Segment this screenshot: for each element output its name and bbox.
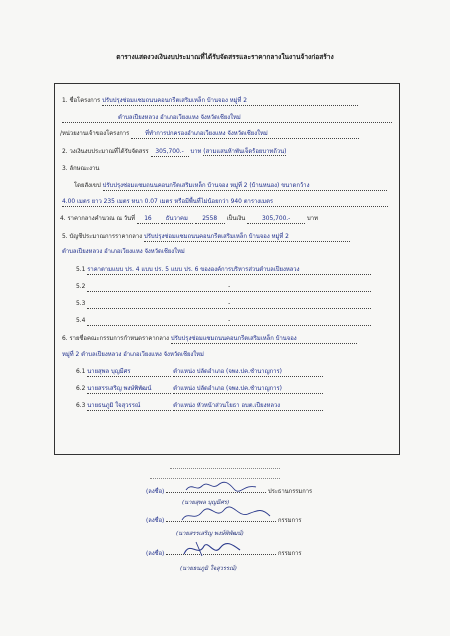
- project-name-value: ปรับปรุงซ่อมแซมถนนคอนกรีตเสริมเหล็ก บ้านจอง หมู่ที่ 2: [102, 98, 358, 106]
- owner-value: ที่ทำการปกครองอำเภอเวียงแหง จังหวัดเชียงใหม่: [131, 131, 359, 139]
- member-number: 6.1: [76, 369, 86, 375]
- item-text: -: [87, 301, 371, 309]
- section-3-line-1: [74, 183, 387, 191]
- member-number: 6.3: [76, 403, 86, 409]
- list-item: [76, 284, 371, 292]
- sign-label: (ลงชื่อ): [146, 489, 165, 495]
- page-title: ตารางแสดงวงเงินงบประมาณที่ได้รับจัดสรรและราคากลางในงานจ้างก่อสร้าง: [116, 53, 334, 61]
- member-name: นายธนภูมิ ใจสุวรรณ์: [87, 403, 171, 411]
- signer-role: ประธานกรรมการ: [268, 489, 313, 495]
- reference-price-unit: บาท: [307, 216, 318, 222]
- amount-mid-label: เป็นเงิน: [226, 216, 246, 222]
- section-6-line: [62, 336, 357, 344]
- sign-label: (ลงชื่อ): [146, 518, 165, 524]
- budget-text: (สามแสนห้าพันเจ็ดร้อยบาทถ้วน): [203, 149, 287, 155]
- printed-name-2: (นายสรรเสริญ พงษ์พิพัฒน์): [176, 531, 244, 537]
- member-name: นายสุพล บุญมีศร: [87, 369, 171, 377]
- section-1-line-2: [62, 115, 392, 123]
- calc-year: 2558: [195, 216, 225, 224]
- handwritten-signature-3: [176, 538, 246, 560]
- item-number: 5.3: [76, 301, 86, 307]
- section-4-line: [60, 216, 318, 224]
- list-item: [76, 267, 371, 275]
- item-text: ราคาตามแบบ ปร. 4 แบบ ปร. 5 แบบ ปร. 6 ขององค์การบริหารส่วนตำบลเปียงหลวง: [87, 267, 371, 275]
- item-number: 5.1: [76, 267, 86, 273]
- member-role: ตำแหน่ง ปลัดอำเภอ (จพง.ปค.ชำนาญการ): [173, 386, 323, 394]
- calc-day: 16: [137, 216, 159, 224]
- list-item: [76, 369, 323, 377]
- handwritten-signature-2: [176, 506, 276, 524]
- budget-label: 2. วงเงินงบประมาณที่ได้รับจัดสรร: [62, 149, 149, 155]
- committee-project: ปรับปรุงซ่อมแซมถนนคอนกรีตเสริมเหล็ก บ้านจอง: [171, 336, 357, 344]
- member-number: 6.2: [76, 386, 86, 392]
- work-summary: ปรับปรุงซ่อมแซมถนนคอนกรีตเสริมเหล็ก บ้านจอง หมู่ที่ 2 (บ้านหนอง) ขนาดกว้าง: [103, 183, 387, 191]
- faint-line: [170, 468, 280, 469]
- sign-label: (ลงชื่อ): [146, 551, 165, 557]
- committee-location: หมู่ที่ 2 ตำบลเปียงหลวง อำเภอเวียงแหง จังหวัดเชียงใหม่: [62, 352, 204, 358]
- section-1-line: [62, 98, 358, 106]
- signer-role: กรรมการ: [278, 551, 302, 557]
- list-item: [76, 318, 371, 326]
- member-role: ตำแหน่ง หัวหน้าส่วนโยธา อบต.เปียงหลวง: [173, 403, 323, 411]
- project-name-label: 1. ชื่อโครงการ: [62, 98, 101, 104]
- list-item: [76, 386, 323, 394]
- section-3-label: 3. ลักษณะงาน: [62, 166, 100, 172]
- estimate-location: ตำบลเปียงหลวง อำเภอเวียงแหง จังหวัดเชียงใหม่: [62, 249, 185, 255]
- list-item: [76, 301, 371, 309]
- printed-name-3: (นายธนภูมิ ใจสุวรรณ์): [180, 566, 237, 572]
- owner-label: /หน่วยงานเจ้าของโครงการ: [60, 131, 130, 137]
- section-2-line: [62, 149, 286, 157]
- estimate-list-value: ปรับปรุงซ่อมแซมถนนคอนกรีตเสริมเหล็ก บ้านจอง หมู่ที่ 2: [144, 234, 350, 242]
- signer-role: กรรมการ: [278, 518, 302, 524]
- item-text: -: [87, 318, 371, 326]
- reference-price-label: 4. ราคากลางคำนวณ ณ วันที่: [60, 216, 136, 222]
- summary-prefix: โดยสังเขป: [74, 183, 101, 189]
- work-dimensions: 4.00 เมตร ยาว 235 เมตร หนา 0.07 เมตร หรือมีพื้นที่ไม่น้อยกว่า 940 ตารางเมตร: [62, 199, 388, 207]
- section-5-line: [62, 234, 350, 242]
- handwritten-signature-1: [182, 480, 262, 494]
- member-role: ตำแหน่ง ปลัดอำเภอ (จพง.ปค.ชำนาญการ): [173, 369, 323, 377]
- item-number: 5.2: [76, 284, 86, 290]
- owner-line: [60, 131, 359, 139]
- member-name: นายสรรเสริญ พงษ์พิพัฒน์: [87, 386, 171, 394]
- budget-amount: 305,700.-: [151, 149, 189, 157]
- committee-label: 6. รายชื่อคณะกรรมการกำหนดราคากลาง: [62, 336, 170, 342]
- project-location-value: ตำบลเปียงหลวง อำเภอเวียงแหง จังหวัดเชียงใหม่: [62, 115, 392, 123]
- budget-unit: บาท: [190, 149, 202, 155]
- reference-price-amount: 305,700.-: [247, 216, 305, 224]
- printed-name-1: (นายสุพล บุญมีศร): [182, 500, 230, 506]
- estimate-list-label: 5. บัญชีประมาณการราคากลาง: [62, 234, 143, 240]
- item-text: -: [87, 284, 371, 292]
- faint-line: [150, 478, 280, 479]
- calc-month: ธันวาคม: [161, 216, 193, 224]
- item-number: 5.4: [76, 318, 86, 324]
- list-item: [76, 403, 323, 411]
